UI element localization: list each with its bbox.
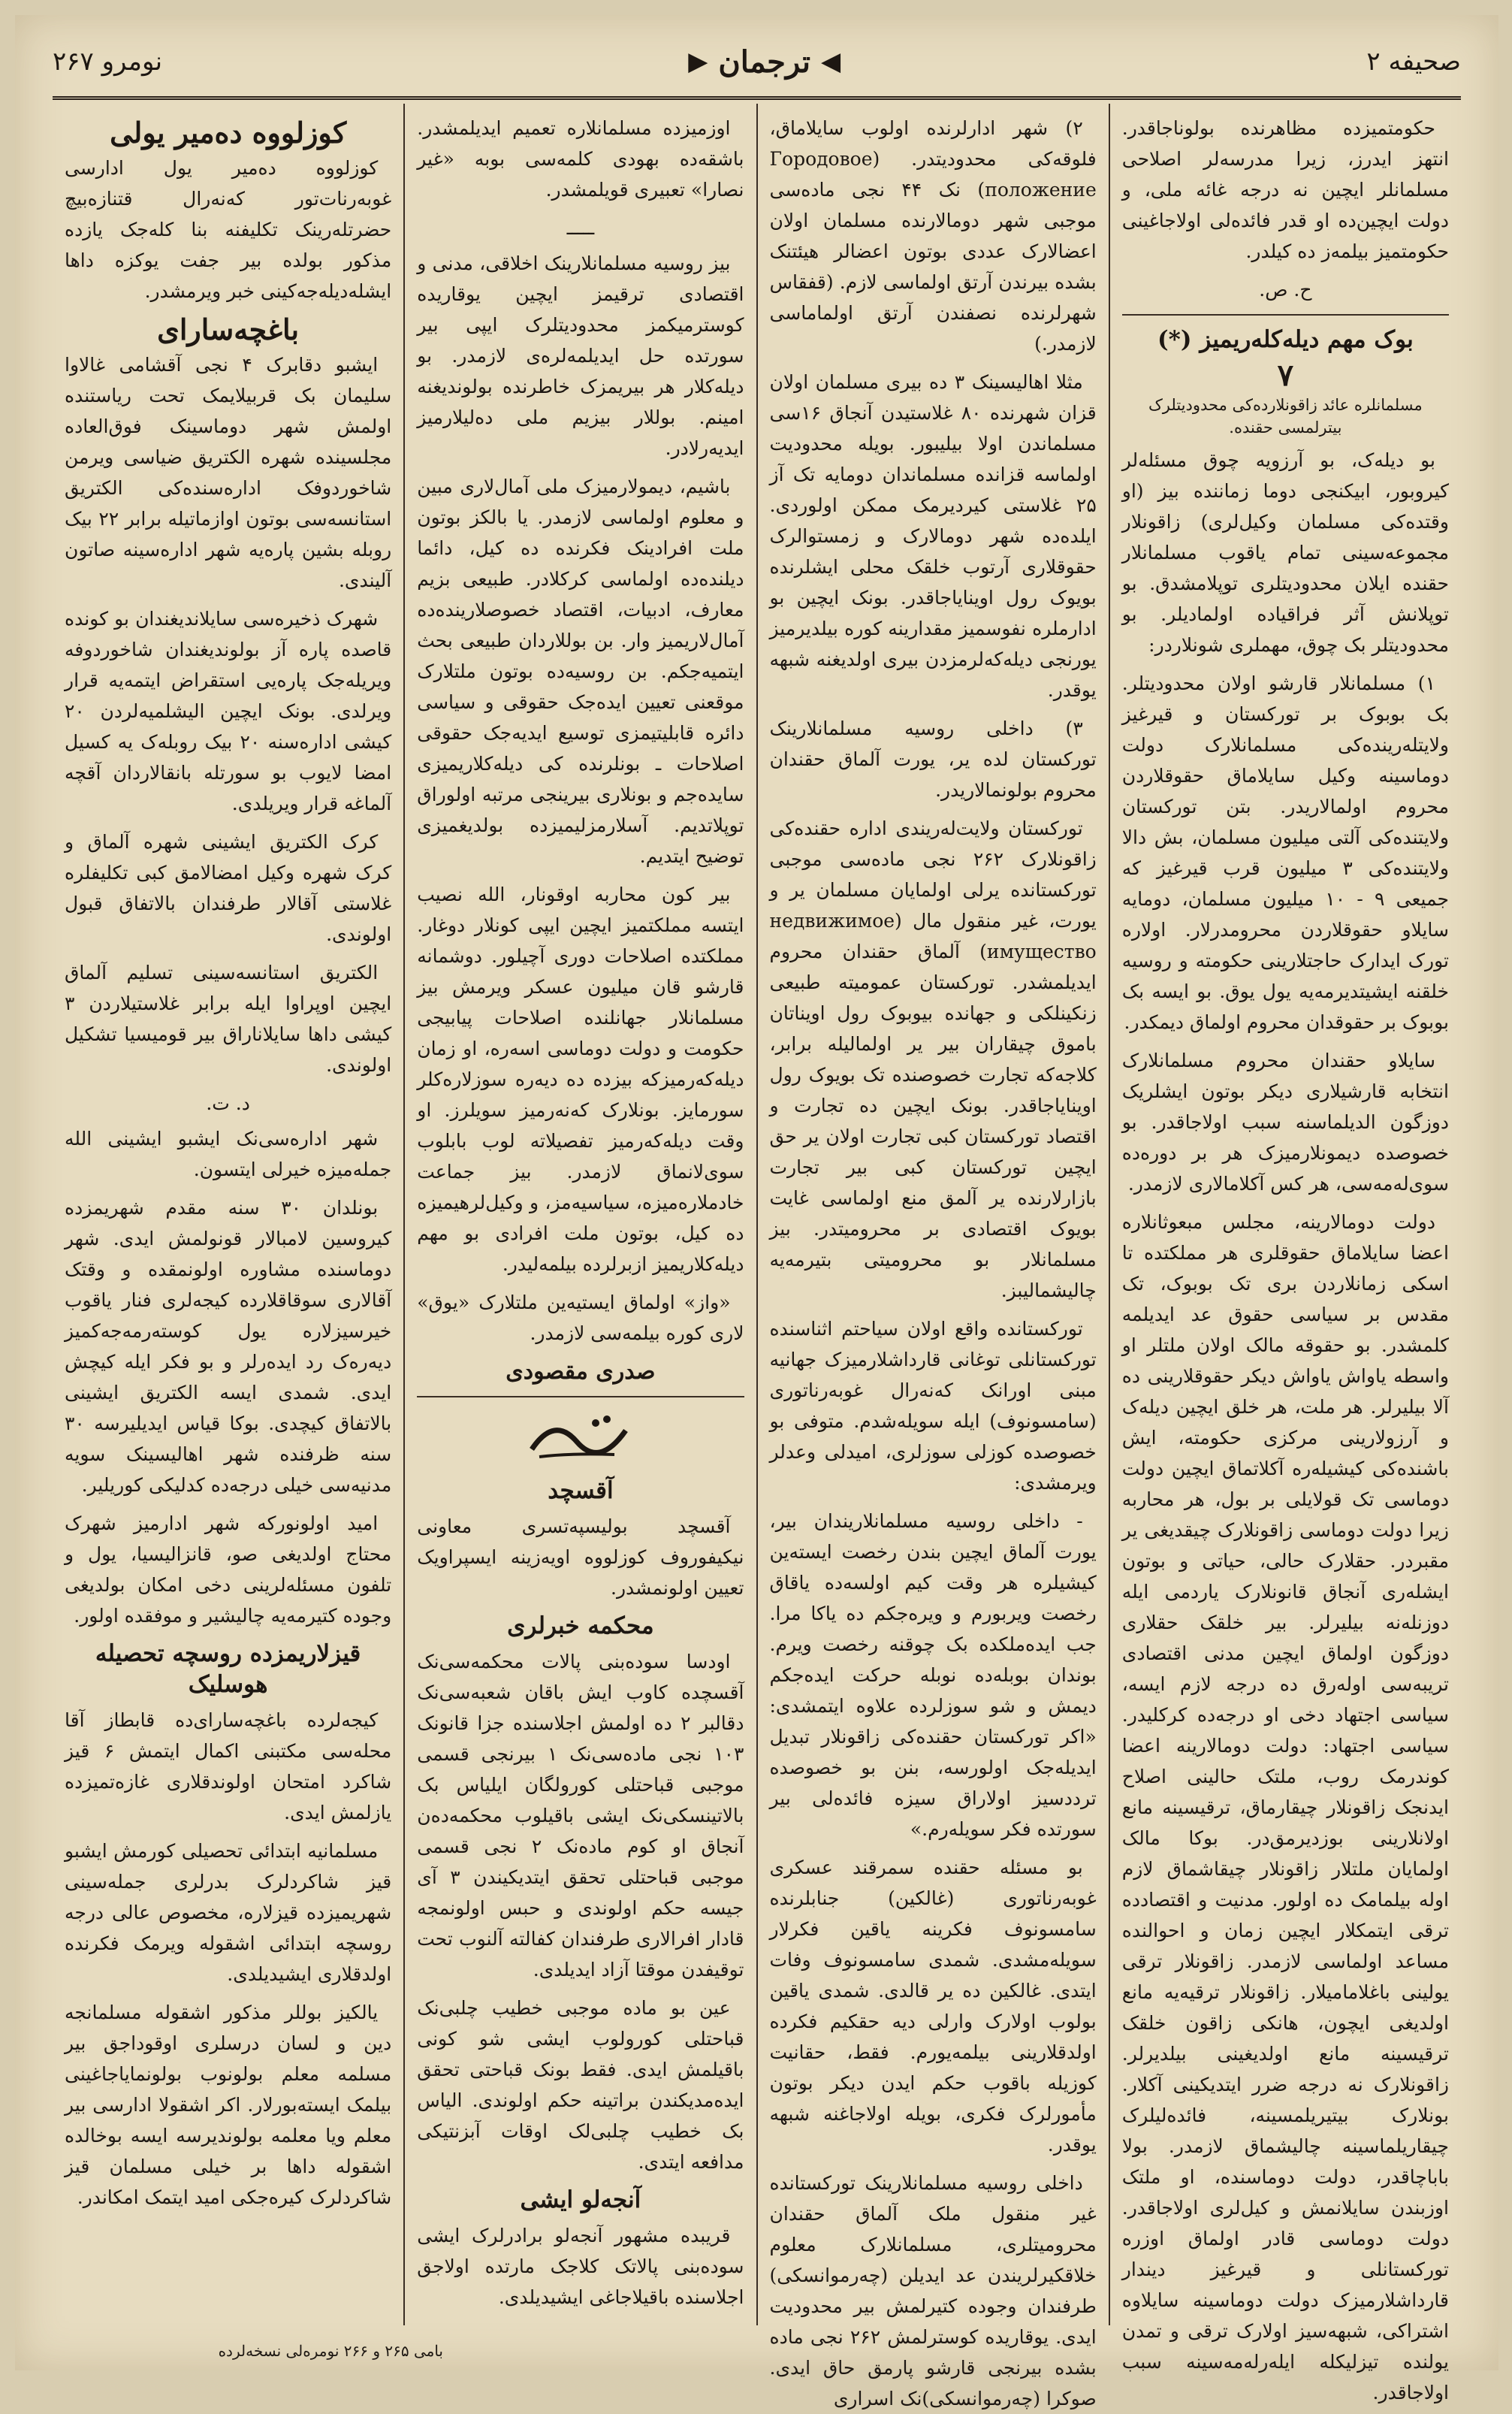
section-logo-icon [524,1408,637,1468]
right-ornament-icon: ▶ [688,47,708,77]
column-4-paragraph: مسلمانیه ابتدائی تحصیلی کورمش ایشبو قیز شاکردلرک بدرلری جمله‌سینی شهریمیزده قیزلاره، مخصوص عالی درجه روسچه ابتدائی اشقوله ویرمک فکرنده اولدقلاری ایشیدیلدی. [65,1840,392,1985]
column-3-paragraph: بیر کون محاربه اوقونار، الله نصیب ایتسه مملکتمیز ایچین ایپی کونلار دوغار. مملکتده اصلاحات دوری آچیلور. دوشمانه قارشو قان میلیون عسکر ویرمش بیز مسلمانلار جهانلنده اصلاحات پیابیجی حکومت و دولت دوماسی اسه‌ره، او زمان دیله‌که‌رمیزکه بیزده ده دیه‌ره سوزلاره‌کلر سورمایز. بونلارک که‌نه‌رمیز سویلرز. او وقت دیله‌که‌رمیز تفصیلاته لوب بابلوب سوی‌لانماق لازمدر. بیز جماعت خادملاره‌میزه، سیاسیه‌مز، و وکیل‌لرهیمیزه ده کیل، بوتون ملت افرادی بو مهم دیله‌کلاریمیز ازبرلرده بیلمه‌لیدر. [417,884,744,1275]
column-1-top-paragraph: حکومتمیزده مظاهرنده بولوناجاقدر. انتهز ایدرز، زیرا مدرسه‌لر اصلاحی مسلمانلر ایچین نه درجه غائه ملی، و دولت ایچین‌ده او قدر فائده‌لی اولاجاغینی حکومتمیز بیلمه‌ز ده کیلدر. [1121,117,1449,262]
column-3-paragraph: عین بو ماده موجبی خطیب چلبی‌نک قباحتلی کورولوب ایشی شو کونی باقیلمش ایدی. فقط بونک قباحتی تحقق ایده‌مدیکندن براتینه حکم اولوندی. الیاس بک خطیب چلبی‌لک اوقات آبزنتیکی مدافعه ایتدی. [417,1997,744,2173]
column-3-paragraph: اودسا سوده‌بنی پالات محکمه‌سی‌نک آقسچده کاوب ایش باقان شعبه‌سی‌نک دقالبر ۲ ده اولمش اجلاسنده جزا قانونک ۱۰۳ نجی ماده‌سی‌نک ۱ بیرنجی قسمی موجبی قباحتلی کورولگان ایلیاس بک بالاتینسکی‌نک ایشی باقیلوب محکمه‌ده‌ن آنجاق او کوم ماده‌نک ۲ نجی قسمی موجبی قباحتلی تحقق ایتدیکیندن ۳ آی جیسه حکم اولوندی و حبس اولونمجه قادار افرالاری طرفندان کفالته آلنوب تحت توقیفدن موقتا آزاد ایدیلدی. [417,1651,744,1980]
section-heading-aqmesjid: آقسچد [548,1477,614,1504]
railway-heading: کوزلووه ده‌میر یولی [110,116,347,150]
column-2-paragraph: ۲) شهر ادارلرنده اولوب سایلاماق، فلوقه‌کی محدودیتدر. (Городовое положение) نک ۴۴ نجی ماده‌سی موجبی شهر دومالارنده مسلمان اولان اعضالارک عددی بوتون اعضالر هیئتنک بشده بیرندن آرتق اولماسی لازم. (قفقاس شهرلرنده نصفندن آرتق اولماماسی لازمدر.) [769,117,1097,355]
newspaper-title-block [688,44,841,80]
page-number-label: صحیفه ۲ [1366,47,1461,77]
article-paragraph: دولت دومالارینه، مجلس مبعوثانلاره اعضا سایلاماق حقوقلری هر مملکتده تا اسکی زمانلاردن بری تک بوبوک، تک مقدس بر سیاسی حقوق عد ایدیلمه کلمشدر. بو حقوقه مالک اولان ملتلر او واسطه یاواش یاواش دیکر حقوقلارینی ده آلا بیلیرلر. هر ملت، هر خلق ایچین دیله‌ک و آرزولارینی مرکزی حکومته، ایش باشنده‌کی کیشیله‌ره آکلاتماق ایچین دولت دوماسی تک قولایلی بر بول، هر محاربه زیرا دولت دوماسی زاقونلارک چیقدیغی یر مقبردر. حقلارک حالی، حیاتی و بوتون ایشله‌ری آنجاق قانونلارک یاردمی ایله دوزنله‌نه بیلیرلر. بیر خلقک حقلاری دوزگون اولماق ایچین مدنی اقتصادی تریبه‌سی اوله‌رق ده درجه لازم ایسه، سیاسی اجتهاد دخی او درجه‌ده کرکلیدر. سیاسی اجتهاد: دولت دومالارینه اعضا کوندرمک روب، ملتک حالینی اصلاح ایدنجک زاقونلار چیقارماق، ترقیسینه مانع اولانلارینی بوزدیرمق‌در. بوکا مالک اولمایان ملتلار زاقونلار چیقاشماق لازم اوله بیلمامک ده اولور. مدنیت و اقتصادده ترقی ایتمکلار ایچین زمان و احوالنده مساعد اولماسی لازمدر. زاقونلار ترقی یولینی باغلامامیلار. زاقونلار ترقیه‌یه مانع اولدیغی ایچون، هانکی زاقون خلقک ترقیسینه مانع اولدیغینی بیلدیرلر. زاقونلارک نه درجه ضرر ایتدیکینی آکلار. بونلارک بیتیریلمسینه، فائده‌لیلرک چیقاریلماسینه چالیشماق لازمدر. بولا باباچاقدر، دولت دوماسنده، او ملتک اوزبندن سایلانمش و کیل‌لری اولاجاقدر. دولت دوماسی قادر اولماق اوزره تورکستانلی و قیرغیز دیندار قارداشلارمیزک دولت دوماسینه سایلاوه اشتراکی، شبهه‌سیز اولارک ترقی و تمدن یولنده تیزلیکله ایله‌رله‌مه‌سینه سبب اولاجاقدر. [1121,1211,1449,2403]
section-logo [417,1408,744,1468]
column-2-paragraph: مثلا اهالیسینک ۳ ده بیری مسلمان اولان قزان شهرنده ۸۰ غلاستیدن آنجاق ۱۶سی مسلماندن اولا بیلیبور. بویله محدودیت اولماسه قزانده مسلماندان دومایه تک آز ۲۵ غلاستی کیرد‌یرمک ممکن اولوردی. ایلده‌ده شهر دومالارک و زمستوالرک حقوقلاری آرتوب خلقک محلی ایشلرنده بویوک رول اوینایاجاقدر. بونک ایچین بو ادارملره نفوسمیز مقدارینه کوره بیلدیرمیز یورنجی دیله‌که‌لرمزدن بیری اولدیغنه شبهه یوقدر. [769,371,1097,701]
article-paragraph: ۱) مسلمانلار قارشو اولان محدودیتلر. بک بوبوک بر تورکستان و قیرغیز ولایتله‌ریند‌ه‌کی مسلمانلارک دولت دوماسینه وکیل سایلاماق حقوقلاردن محروم اولمالاریدر. بتن تورکستان ولایتنده‌کی آلتی میلیون مسلمان، بش دالا ولایتنده‌کی ۳ میلیون قرب قیرغیز که جمیعی ۹ - ۱۰ میلیون مسلمان، دومایه سایلاو حقوقلاردن محرومدرلار. اولاره تورک ایدارک حاجتلارینی حکومته و روسیه خلقنه ایشیتدیرمه‌یه یول یوق. بو ایسه بک بوبوک بر حقوقدان محروم اولماق دیمکدر. [1121,672,1449,1033]
girls-education-heading: قیزلاریمزده روسچه تحصیله هوسلیک [95,1640,361,1698]
column-2-paragraph: داخلی روسیه مسلمانلارینک تورکستانده غیر منقول ملک آلماق حقندان محرومیتلری، مسلمانلارک معلوم خلاقکیرلر‌یندن عد ایدیلن (چه‌رموانسکی) طرفندان وجوده کتیرلمش بیر محدودیت ایدی. یوقاریده کوسترلمش ۲۶۲ نجی ماده بشده بیرنجی قارشو پارمق حاق ایدی. صوکرا (چه‌رموانسکی)نک اسراری [769,2172,1097,2409]
column-4-paragraph: شهرک ذخیره‌سی سایلاندیغندان بو کونده قاصده پاره آز بولوندیغندان شاخوردوفه ویریله‌جک پاره‌یی استقراض ایتمه‌یه قرار ویرلدی. بونک ایچین الیشلمیه‌لردن ۲۰ کیشی اداره‌سنه ۲۰ بیک روبله‌ک یه کسیل امضا لایوب بو سورتله بانقالاردان آقچه آلماغه قرار ویریلدی. [65,608,392,814]
column-3-paragraph: بیز روسیه مسلمانلارینک اخلاقی، مدنی و اقتصادی ترقیمز ایچین یوقاریده کوسترمیکمز محدودیتلرک ایپی بیر سورتده حل ایدیلمه‌لره‌ی لازمدر. بو دیله‌کلار هر بیریمزک خاطرنده بولوندیغنه امینم. بوللار بیزیم ملی ده‌لیلارمیز ایدیه‌رلادر. [417,252,744,459]
masthead-rule [53,96,1461,100]
footnote: بامی ۲۶۵ و ۲۶۶ نومره‌لی نسخه‌لرده [218,2342,443,2360]
column-4-paragraph: الکتریق استانسه‌سینی تسلیم آلماق ایچین اوپراوا ایله برابر غلاستیلاردن ۳ کیشی داها سایلاناراق بیر قومیسیا تشکیل اولوندی. [65,962,392,1076]
masthead [53,32,1461,92]
column-4-paragraph: امید اولونورکه شهر ادارمیز شهرک محتاج اولدیغی صو، قانزالیسیا، یول و تلفون مسئله‌لرینی دخی امکان بولدیغی وجوده کتیرمه‌یه چالیشیر و موفقده اولور. [65,1512,392,1627]
article-number: ۷ [1277,358,1294,393]
note-signature: د. ت. [206,1092,250,1114]
court-news-heading: محکمه خبرلری [507,1612,654,1639]
column-4-paragraph: شهر اداره‌سی‌نک ایشبو ایشینی الله جمله‌میزه خیرلی ایتسون. [65,1128,392,1180]
column-4-paragraph: کوزلووه ده‌میر یول ادارسی غوبه‌رنات‌تور که‌نه‌رال قتنازه‌بیچ حضرتله‌رینک تکلیفنه بنا کله‌جک یازده مذکور بولده بیر جفت یوکزه داها ایشله‌دیله‌جه‌کینی خبر ویرمشدر. [65,157,392,302]
column-4 [53,104,403,2325]
column-1-rule [1122,314,1449,316]
column-2-paragraph: تورکستان ولایت‌له‌ریندی اداره حقنده‌کی زاقونلارک ۲۶۲ نجی ماده‌سی موجبی تورکستانده یرلی اولمایان مسلمان یر و یورت، غیر منقول مال (недвижимое имущество) آلماق حقندان محروم ایدیلمشدر. تورکستان عمومیته طبیعی زنکینلکی و جهانده بیوبوک رول اویناتان باموق چیقاران بیر یر اولمالیله برابر، کلاجه‌که تجارت خصوصنده تک بویوک رول اوینایاجاقدر. بونک ایچین ده تجارت و اقتصاد تورکستان کبی تجارت اولان یر حق ایچین تورکستان کبی بیر تجارت بازارلارنده یر آلمق منع اولماسی غایت بویوک اقتصادی بر محرومیتدر. بیز مسلمانلار بو محرومیتی بتیرمه‌یه چالیشمالیبز. [769,817,1097,1301]
column-4-paragraph: کیجه‌لرده باغچه‌سارای‌ده قابطاز آقا محله‌سی مکتبنی اکمال ایتمش ۶ قیز شاکرد امتحان اولوندقلاری غازه‌تمیزده یازلمش ایدی. [65,1709,392,1823]
column-3 [403,104,756,2325]
newspaper-page [15,15,1498,2409]
column-2-paragraph: ۳) داخلی روسیه مسلمانلارینک تورکستان لده یر، یورت آلماق حقندان محروم بولونمالاریدر. [769,718,1097,801]
column-3-paragraph: قریبده مشهور آنجه‌لو برادرلرک ایشی سوده‌بنی پالاتک کلاجک مارتده اولاجق اجلاسنده باقیلاجاغی ایشیدیلدی. [417,2225,744,2308]
bakhchisaray-heading: باغچه‌سارای [157,313,300,346]
column-3-paragraph: «واز» اولماق ایستیه‌ین ملتلارک «یوق» لاری کوره بیلمه‌سی لازمدر. [417,1292,744,1344]
left-ornament-icon: ◀ [821,47,841,77]
author-signature: صدری مقصودی [506,1358,656,1385]
article-paragraph: بو دیله‌ک، بو آرزو‌یه چوق مسئله‌لر کیروبور، ابیکنجی دوما زماننده بیز (او وقتده‌کی مسلمان وکیل‌لری) زاقونلار مجموعه‌سینی تمام یاقوب مسلمانلار حقنده ایلان محدودیتلری توپلامشدق. بو توپلانش آثر فراقیاده اولمادیلر. بو محدودیتلر بک چوق، مهملری شونلاردر: [1121,449,1449,656]
newspaper-name: ترجمان [718,44,811,80]
column-2 [756,104,1109,2409]
column-3-separator: ـــــ [566,217,595,239]
column-4-paragraph: یالکیز بوللر مذکور اشقوله مسلمانجه دین و لسان درسلری اوقوداجق بیر مسلمه معلم بولونوب بولونمایاجاغینی بیلمک ایسته‌بورلار. اکر اشقولا ادارسی بیر معلم ویا معلمه بولوندیرسه ایسه بوخالده اشقوله داها بر خیلی مسلمان قیز شاکرد‌لرک کیره‌جکی امید ایتمک امکاندر. [65,2002,392,2208]
article-subnote: مسلمانلره عائد زاقونلارده‌کی محدودیتلرک بیترلمسی حقنده. [1148,396,1423,437]
angelo-case-heading: آنجه‌لو ایشی [520,2186,641,2213]
column-3-paragraph: اوزمیزده مسلمانلاره تعمیم ایدیلمشدر. باشقه‌ده بهودی کلمه‌سی بوبه «غیر نصارا» تعبیری قویلمشدر. [417,117,744,201]
column-4-paragraph: ایشبو دقابرک ۴ نجی آقشامی غالاوا سلیمان بک قربیلایمک تحت ریاستنده اولمش شهر دوماسینک فوق‌العاده مجلسینده شهره الکتریق ضیاسی ویرمن شاخوردوفک اداره‌سنده‌کی الکتریق استانسه‌سی بوتون اوازماتیله برابر ۲۲ بیک روبله بشین پاره‌یه شهر اداره‌سینه صاتون آلیندی. [65,354,392,591]
article-paragraph: سایلاو حقندان محروم مسلمانلارک انتخابه قارشیلاری دیکر بوتون ایشلریک دوزگون الدیلماسنه سبب اولاجاقدر. بو خصوصده دیمونلارمیزک هر بر دوره‌ده سوی‌له‌مه‌سی، هر کس آکلامالاری لازمدر. [1121,1050,1449,1195]
column-2-paragraph: بو مسئله حقنده سمرقند عسکری غوبه‌رناتوری (غالکین) جنابلرنده سامسونوف فکرینه یاقین فکرلار سویله‌مشدی. شمدی سامسونوف وفات ایتدی. غالکین ده یر قالدی. شمدی یاقین بولوب اولارک وارلی دیه حقکیم فکرده اولدقلارینی بیلمه‌یورم. فقط، حقانیت کوزیله باقوب حکم ایدن دیکر بوتون مأمورلرک فکری، بویله اولاجاغنه شبهه یوقدر. [769,1857,1097,2156]
column-4-paragraph: کرک الکتریق ایشینی شهره آلماق و کرک شهره وکیل امضالامق کبی تکلیفلره غلاستی آقالار طرفندان بالاتفاق قبول اولوندی. [65,831,392,945]
column-1 [1109,104,1461,2403]
column-1-separator: ح. ص. [1259,279,1312,301]
column-2-paragraph: - داخلی روسیه مسلمانلاریندان بیر، یورت آلماق ایچین بندن رخصت ایسته‌ین کیشیلره هر وقت کیم اولسه‌ده یاقاق رخصت ویربورم و ویره‌جکم ده یاکا مرا. جب ایده‌ملکده بک چوقنه رخصت ویرم. بوندان بوبله‌ده نوبله حرکت ایده‌جکم دیمش و شو سوزلرده علاوه ایتمشدی: «اکر تورکستان حقنده‌کی زاقونلار تبدیل ایدیله‌جک اولورسه، بنن بو خصوصده تردد‌سیز اولاراق سیزه فائده‌لی بیر سورتده فکر سویله‌رم.» [769,1510,1097,1840]
article-heading: بوک مهم دیله‌کله‌ریمیز (*) [1157,326,1414,353]
column-3-paragraph: باشیم، دیمولارمیزک ملی آمال‌لاری مبین و معلوم اولماسی لازمدر. یا بالکز بوتون ملت افرادینک فکرنده ده کیل، دائما دیلنده‌ده اولماسی کرکلادر. طبیعی بزیم معارف، ادبیات، اقتصاد خصوصلارینده‌ده آمال‌لاریمیز وار. بن بو‌للاردان طبیعی بحث ایتمیه‌جکم. بن روسیه‌ده بوتون ملتلارک موقعنی تعیین ایده‌جک حقوقی و سیاسی دائره قابلیتیمزی توسیع ایدیه‌جک حقوقی اصلاحات ـ بونلرنده کی دیله‌کلار‌یمیزی سایده‌جم و بونلاری بیر‌ینجی مرتبه اولوراق توپلاتدیم. آسلارمزلیمیزده بولدیغمیزی توضیح ایتدیم. [417,476,744,867]
column-2-paragraph: تورکستانده واقع اولان سیاحتم اثناسنده تورکستانلی توغانی قارداشلارمیزک جهانیه مبنی اورانک که‌نه‌رال غوبه‌رناتوری (سامسونوف) ایله سویله‌شدم. متوفی بو خصوصده کوزلی سوزلری، امیدلی وعدلر ویرمشدی: [769,1318,1097,1494]
column-4-paragraph: بونلدان ۳۰ سنه مقدم شهریمزده کیروسین لامبالار قونولمش ایدی. شهر دوماسنده مشاوره اولونمقده و وقتک آقالاری سوقاقلارده کیجه‌لری فنار یاقوب خیرسیزلاره یول کوسته‌رمه‌جه‌کمیز دیه‌ره‌ک رد ایده‌رلر و بو فکر ایله کیچش ایدی. شمدی ایسه الکتریق ایشینی بالاتفاق کیچدی. بوکا قیاس ایدیلیرسه ۳۰ سنه ظرفنده شهر اهالیسینک سویه‌ مدنیه‌سی خیلی درجه‌ده کدلیکی کوریلیر. [65,1197,392,1496]
column-3-rule [417,1396,744,1397]
issue-number-label: نومرو ۲۶۷ [53,47,163,77]
column-3-paragraph: آقسچد بولیسپه‌تسری معاونی نیکیفوروف کوزلووه اویه‌زینه ایسپراویک تعیین اولونمشدر. [417,1515,744,1599]
